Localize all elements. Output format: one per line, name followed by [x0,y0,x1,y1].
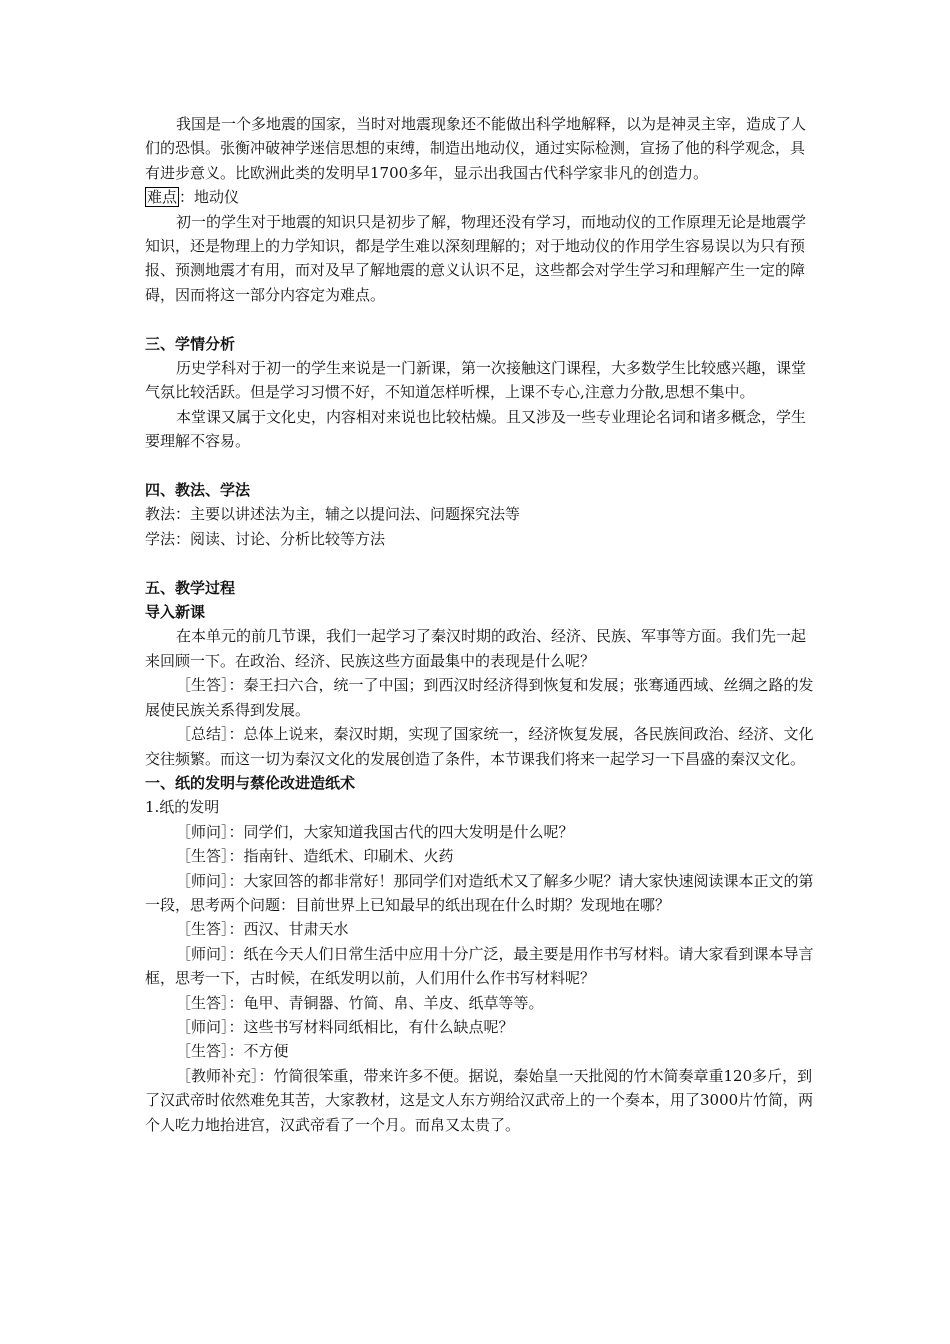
dialogue-line: ［师问］：纸在今天人们日常生活中应用十分广泛，最主要是用作书写材料。请大家看到课本导言框，思考一下，古时候，在纸发明以前，人们用什么作书写材料呢？ [145,944,814,988]
difficulty-text: 地动仪 [194,188,240,207]
learning-method: 学法：阅读、讨论、分析比较等方法 [145,529,386,548]
dialogue-line: ［生答］：不方便 [176,1042,289,1061]
paragraph-student-analysis-2: 本堂课又属于文化史，内容相对来说也比较枯燥。且又涉及一些专业理论名词和诸多概念，学生要理解不容易。 [145,407,807,451]
subsection-heading-paper: 一、纸的发明与蔡伦改进造纸术 [145,773,356,792]
document-page [145,112,815,1137]
dialogue-line: ［师问］：同学们，大家知道我国古代的四大发明是什么呢？ [176,822,574,841]
dialogue-line: ［生答］：西汉、甘肃天水 [176,920,349,939]
dialogue-line: ［教师补充］：竹简很笨重，带来许多不便。据说，秦始皇一天批阅的竹木简奏章重120多斤，到了汉武帝时依然难免其苦，大家教材，这是文人东方朔给汉武帝上的一个奏本，用了3000片竹简，两个人吃力地抬进宫，汉武帝看了一个月。而帛又太贵了。 [145,1066,814,1134]
paragraph-significance: 我国是一个多地震的国家，当时对地震现象还不能做出科学地解释，以为是神灵主宰，造成了人们的恐惧。张衡冲破神学迷信思想的束缚，制造出地动仪，通过实际检测，宣扬了他的科学观念，具有进步意义。比欧洲此类的发明早1700多年，显示出我国古代科学家非凡的创造力。 [145,115,807,182]
intro-heading: 导入新课 [145,603,206,622]
paragraph-difficulty: 初一的学生对于地震的知识只是初步了解，物理还没有学习，而地动仪的工作原理无论是地震学知识，还是物理上的力学知识，都是学生难以深刻理解的；对于地动仪的作用学生容易误以为只有预报、预测地震才有用，而对及早了解地震的意义认识不足，这些都会对学生学习和理解产生一定的障碍，因而将这一部分内容定为难点。 [145,212,807,304]
section-heading-3: 三、学情分析 [145,334,236,353]
dialogue-line: ［生答］：指南针、造纸术、印刷术、火药 [176,847,454,866]
section-heading-4: 四、教法、学法 [145,481,251,500]
difficulty-label: 难点 [147,188,178,207]
paragraph-summary: ［总结］：总体上说来，秦汉时期，实现了国家统一，经济恢复发展，各民族间政治、经济、文化交往频繁。而这一切为秦汉文化的发展创造了条件，本节课我们将来一起学习一下昌盛的秦汉文化。 [145,725,814,768]
difficulty-line [145,185,815,209]
paragraph-student-answer: ［生答］：秦王扫六合，统一了中国；到西汉时经济得到恢复和发展；张骞通西域、丝绸之路的发展使民族关系得到发展。 [145,676,814,719]
difficulty-colon: ： [179,188,195,207]
paragraph-intro: 在本单元的前几节课，我们一起学习了秦汉时期的政治、经济、民族、军事等方面。我们先一起来回顾一下。在政治、经济、民族这些方面最集中的表现是什么呢？ [145,627,807,670]
paragraph-student-analysis-1: 历史学科对于初一的学生来说是一门新课，第一次接触这门课程，大多数学生比较感兴趣，课堂气氛比较活跃。但是学习习惯不好，不知道怎样听棵，上课不专心,注意力分散,思想不集中。 [145,359,807,402]
teaching-method: 教法：主要以讲述法为主，辅之以提问法、问题探究法等 [145,505,521,524]
item-paper-invention: 1.纸的发明 [145,798,220,817]
dialogue-line: ［师问］：大家回答的都非常好！那同学们对造纸术又了解多少呢？请大家快速阅读课本正文的第一段，思考两个问题：目前世界上已知最早的纸出现在什么时期？发现地在哪？ [145,871,814,914]
section-heading-5: 五、教学过程 [145,578,236,597]
dialogue-line: ［生答］：龟甲、青铜器、竹简、帛、羊皮、纸草等等。 [176,993,544,1012]
dialogue-line: ［师问］：这些书写材料同纸相比，有什么缺点呢？ [176,1017,514,1036]
